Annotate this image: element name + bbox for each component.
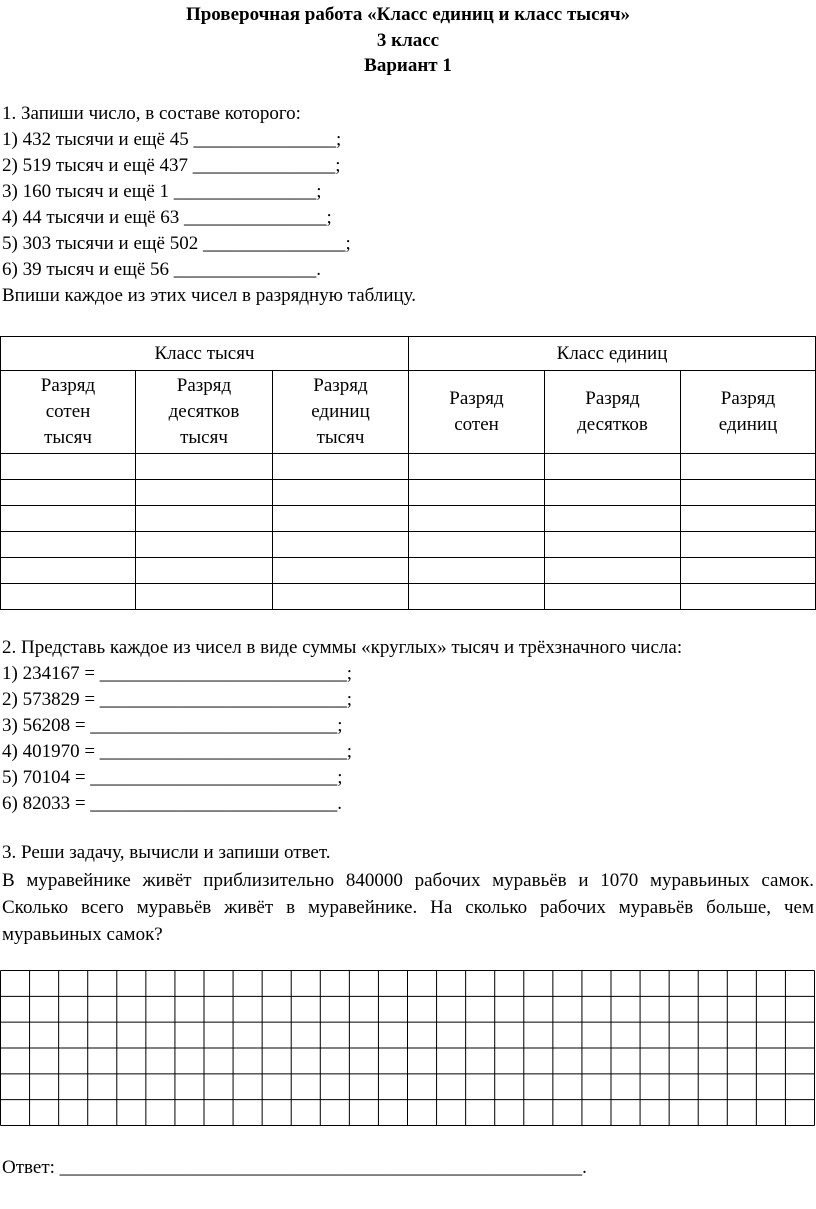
column-header-hundreds: Разряд сотен [409, 371, 545, 454]
task3-heading: 3. Реши задачу, вычисли и запиши ответ. [2, 842, 331, 863]
task1-heading: 1. Запиши число, в составе которого: [2, 103, 301, 124]
table-cell[interactable] [273, 480, 409, 506]
table-cell[interactable] [409, 558, 545, 584]
task1-item: 4) 44 тысячи и ещё 63 _______________; [2, 207, 332, 228]
worksheet-title: Проверочная работа «Класс единиц и класс тысяч» [185, 4, 631, 25]
table-cell[interactable] [136, 532, 273, 558]
table-cell[interactable] [681, 532, 816, 558]
table-cell[interactable] [545, 454, 681, 480]
task2-item: 6) 82033 = __________________________. [2, 793, 343, 814]
task2-item: 3) 56208 = __________________________; [2, 715, 343, 736]
task1-item: 2) 519 тысяч и ещё 437 _______________; [2, 155, 341, 176]
table-cell[interactable] [1, 506, 136, 532]
place-value-table [0, 336, 816, 610]
table-cell[interactable] [1, 558, 136, 584]
task2-item: 5) 70104 = __________________________; [2, 767, 343, 788]
table-row [1, 506, 816, 532]
table-cell[interactable] [1, 480, 136, 506]
column-header-units: Разряд единиц [681, 371, 816, 454]
variant-label: Вариант 1 [364, 55, 452, 76]
grade-label: 3 класс [376, 30, 440, 51]
table-cell[interactable] [409, 532, 545, 558]
task1-item: 5) 303 тысячи и ещё 502 _______________; [2, 233, 351, 254]
table-cell[interactable] [681, 454, 816, 480]
table-cell[interactable] [545, 584, 681, 610]
table-row [1, 584, 816, 610]
class-units-header: Класс единиц [409, 337, 816, 371]
task1-instruction: Впиши каждое из этих чисел в разрядную таблицу. [2, 285, 417, 306]
table-row [1, 532, 816, 558]
table-cell[interactable] [681, 506, 816, 532]
table-cell[interactable] [273, 532, 409, 558]
table-cell[interactable] [273, 506, 409, 532]
table-cell[interactable] [409, 454, 545, 480]
table-cell[interactable] [1, 532, 136, 558]
answer-row [2, 1157, 587, 1179]
table-row [1, 454, 816, 480]
answer-label: Ответ: [2, 1157, 60, 1178]
answer-line[interactable]: _______________________________________________________. [59, 1157, 587, 1178]
task3-problem: В муравейнике живёт приблизительно 840000 рабочих муравьёв и 1070 муравьиных самок. Сколько всего муравьёв живёт в муравейнике. На сколько рабочих муравьёв больше, чем муравьиных самок? [2, 870, 814, 945]
table-cell[interactable] [273, 558, 409, 584]
table-cell[interactable] [136, 454, 273, 480]
table-cell[interactable] [409, 480, 545, 506]
answer-grid[interactable] [0, 970, 815, 1126]
table-cell[interactable] [545, 480, 681, 506]
table-cell[interactable] [681, 584, 816, 610]
column-header-units-thousands: Разряд единиц тысяч [273, 371, 409, 454]
table-cell[interactable] [136, 506, 273, 532]
table-cell[interactable] [681, 480, 816, 506]
table-cell[interactable] [136, 558, 273, 584]
table-cell[interactable] [1, 454, 136, 480]
task1-item: 1) 432 тысячи и ещё 45 _______________; [2, 129, 342, 150]
task2-item: 2) 573829 = __________________________; [2, 689, 353, 710]
table-cell[interactable] [545, 506, 681, 532]
table-cell[interactable] [545, 558, 681, 584]
table-cell[interactable] [136, 480, 273, 506]
task1-item: 6) 39 тысяч и ещё 56 _______________. [2, 259, 322, 280]
table-cell[interactable] [545, 532, 681, 558]
table-cell[interactable] [1, 584, 136, 610]
column-header-tens: Разряд десятков [545, 371, 681, 454]
column-header-tens-thousands: Разряд десятков тысяч [136, 371, 273, 454]
column-header-hundreds-thousands: Разряд сотен тысяч [1, 371, 136, 454]
task2-heading: 2. Представь каждое из чисел в виде суммы «круглых» тысяч и трёхзначного числа: [2, 637, 683, 658]
table-cell[interactable] [681, 558, 816, 584]
table-row [1, 480, 816, 506]
table-cell[interactable] [136, 584, 273, 610]
table-row [1, 558, 816, 584]
table-cell[interactable] [409, 584, 545, 610]
task2-item: 4) 401970 = __________________________; [2, 741, 353, 762]
table-cell[interactable] [273, 584, 409, 610]
task2-item: 1) 234167 = __________________________; [2, 663, 353, 684]
table-cell[interactable] [409, 506, 545, 532]
table-cell[interactable] [273, 454, 409, 480]
class-thousands-header: Класс тысяч [1, 337, 409, 371]
task1-item: 3) 160 тысяч и ещё 1 _______________; [2, 181, 322, 202]
